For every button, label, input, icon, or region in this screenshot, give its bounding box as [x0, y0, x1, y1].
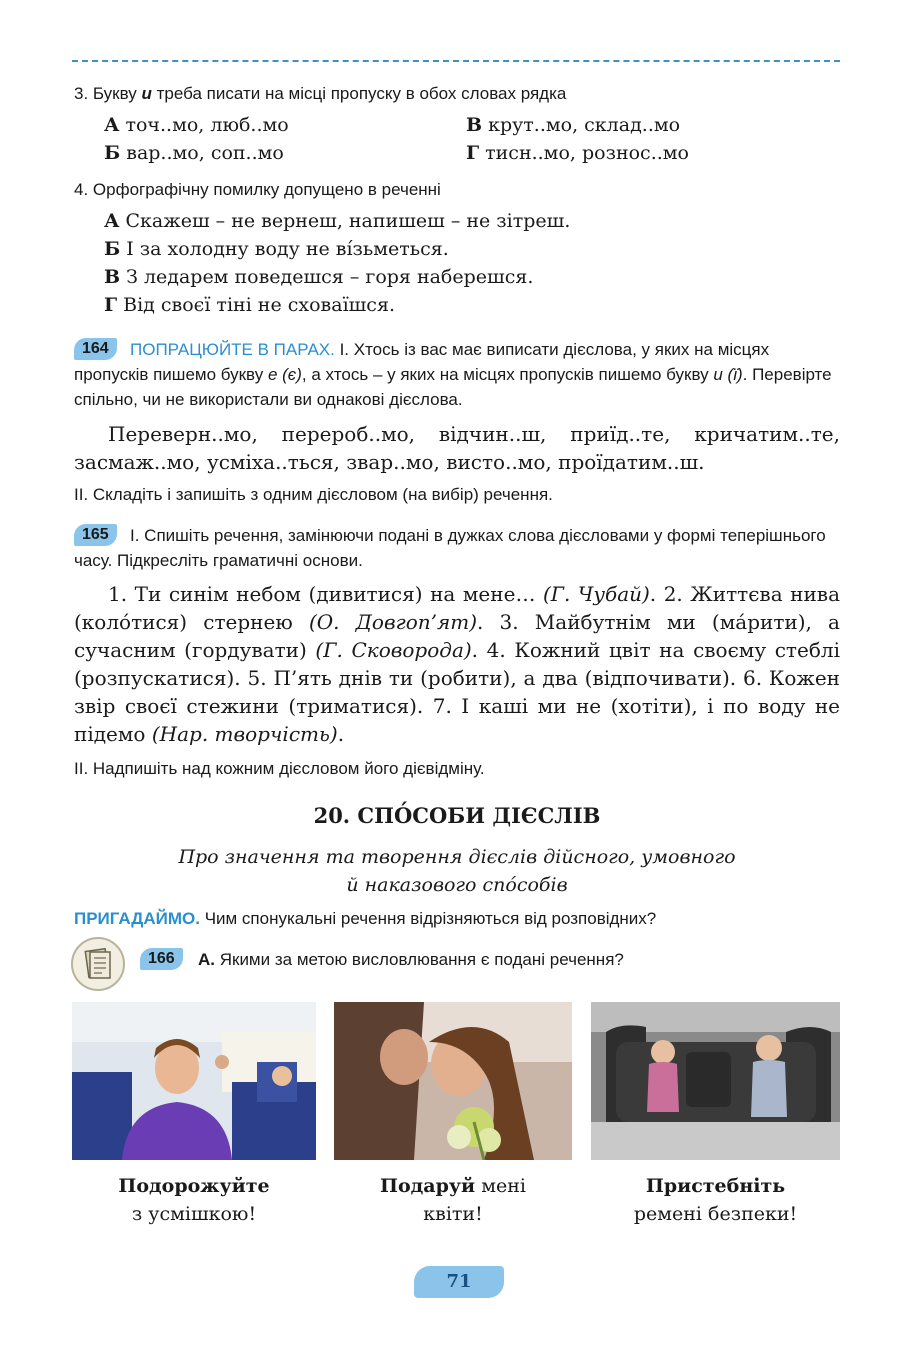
author-ref: (Нар. творчість): [151, 722, 338, 746]
caption-rest: з усмішкою!: [131, 1203, 257, 1225]
author-ref: (О. Довгоп’ят): [308, 610, 478, 634]
option-text: точ..мо, люб..мо: [125, 114, 289, 136]
notebook-icon: [70, 936, 126, 992]
caption-1: [72, 1172, 316, 1228]
author-ref: (Г. Чубай): [542, 582, 650, 606]
q3-stem-part: треба писати на місці пропуску в обох словах рядка: [151, 84, 567, 103]
subtitle-line: Про значення та творення дієслів дійсного, умовного: [178, 846, 736, 868]
option-letter: Б: [104, 238, 121, 260]
option-text: тисн..мо, рознос..мо: [485, 142, 689, 164]
task-164-letter-e: е (є): [267, 365, 302, 384]
q4-option-c: [104, 266, 533, 288]
subtitle-line: й наказового спо́собів: [346, 874, 568, 896]
task-165-badge: 165: [74, 524, 117, 546]
task-164-label: ПОПРАЦЮЙТЕ В ПАРАХ.: [130, 340, 335, 359]
q3-stem-letter: и: [141, 84, 152, 103]
task-164-text: І. Хтось із вас має виписати дієслова, у яких на місцях пропусків пишемо букву: [74, 340, 770, 384]
q3-option-c: [466, 114, 680, 136]
sentence-text: . 4. Кожний цвіт на своєму стеблі (розпускатися). 5. П’ять днів ти (робити), а два (відпочивати). 6. Кожен звір своєї стежини (триматися). 7. І каші ми не (хотіти), і по воду не підемо: [74, 638, 840, 746]
q3-option-b: [104, 142, 284, 164]
page-number: 71: [414, 1266, 504, 1298]
recall-line: [74, 906, 656, 931]
caption-bold: Подорожуйте: [118, 1175, 270, 1197]
option-letter: Г: [466, 142, 480, 164]
task-166-badge: 166: [140, 948, 183, 970]
caption-2: [334, 1172, 572, 1228]
sentence-text: . 3. Майбутнім ми (ма́рити), а сучасним (гордувати): [74, 610, 840, 662]
photo-couple-flowers: [334, 1002, 572, 1160]
photo-bus-travel: [72, 1002, 316, 1160]
option-letter: А: [104, 114, 120, 136]
recall-text: Чим спонукальні речення відрізняються від розповідних?: [199, 909, 657, 928]
question-4-stem: 4. Орфографічну помилку допущено в реченні: [74, 180, 441, 199]
photo-kids-seatbelts: [591, 1002, 840, 1160]
caption-inline: мені: [475, 1175, 526, 1197]
option-letter: В: [466, 114, 483, 136]
q3-stem-part: 3. Букву: [74, 84, 142, 103]
task-164-text: . Перевірте спільно, чи не використали ви однакові дієслова.: [74, 365, 832, 409]
task-165-part2: ІІ. Надпишіть над кожним дієсловом його дієвідміну.: [74, 759, 485, 778]
option-text: І за холодну воду не ві́зьметься.: [126, 238, 449, 260]
caption-rest: ремені безпеки!: [633, 1203, 798, 1225]
q3-option-a: [104, 114, 289, 136]
top-dashed-divider: [72, 60, 840, 62]
task-166-label: А.: [198, 950, 215, 969]
task-164-instructions: [74, 337, 840, 412]
author-ref: (Г. Сковорода): [315, 638, 472, 662]
option-letter: Б: [104, 142, 121, 164]
q4-option-a: [104, 210, 570, 232]
option-letter: А: [104, 210, 120, 232]
task-166-text: Якими за метою висловлювання є подані речення?: [215, 950, 624, 969]
task-164-words: Переверн..мо, перероб..мо, відчин..ш, приїд..те, кричатим..те, засмаж..мо, усміха..ться, звар..мо, висто..мо, проїдатим..ш.: [74, 422, 840, 474]
sentence-text: . 2. Життєва нива (коло́тися) стернею: [74, 582, 840, 634]
task-164-letter-i: и (ї): [713, 365, 743, 384]
option-letter: Г: [104, 294, 118, 316]
caption-bold: Подаруй: [380, 1175, 476, 1197]
recall-label: ПРИГАДАЙМО.: [74, 909, 200, 928]
caption-3: [591, 1172, 840, 1228]
q4-option-b: [104, 238, 449, 260]
option-text: Скажеш – не вернеш, напишеш – не зітреш.: [125, 210, 571, 232]
option-text: крут..мо, склад..мо: [488, 114, 681, 136]
task-164-text: , а хтось – у яких на місцях пропусків пишемо букву: [301, 365, 714, 384]
question-3-stem: [74, 84, 566, 104]
option-text: вар..мо, соп..мо: [126, 142, 284, 164]
q3-option-d: [466, 142, 689, 164]
option-text: Від своєї тіні не сховаїшся.: [123, 294, 395, 316]
sentence-text: .: [337, 722, 345, 746]
section-title: 20. СПО́СОБИ ДІЄСЛІВ: [313, 803, 601, 828]
task-165-instructions: І. Спишіть речення, замінюючи подані в дужках слова дієсловами у формі теперішнього часу. Підкресліть граматичні основи.: [74, 526, 826, 570]
sentence-text: 1. Ти синім небом (дивитися) на мене…: [108, 582, 543, 606]
task-164-badge: 164: [74, 338, 117, 360]
task-165-sentences: [74, 580, 840, 748]
option-letter: В: [104, 266, 121, 288]
section-subtitle: [74, 843, 840, 899]
task-166-instructions: [198, 947, 624, 972]
option-text: З ледарем поведешся – горя наберешся.: [126, 266, 534, 288]
q4-option-d: [104, 294, 395, 316]
caption-bold: Пристебніть: [645, 1175, 786, 1197]
task-164-part2: ІІ. Складіть і запишіть з одним дієсловом (на вибір) речення.: [74, 485, 553, 504]
caption-rest: квіти!: [423, 1203, 483, 1225]
